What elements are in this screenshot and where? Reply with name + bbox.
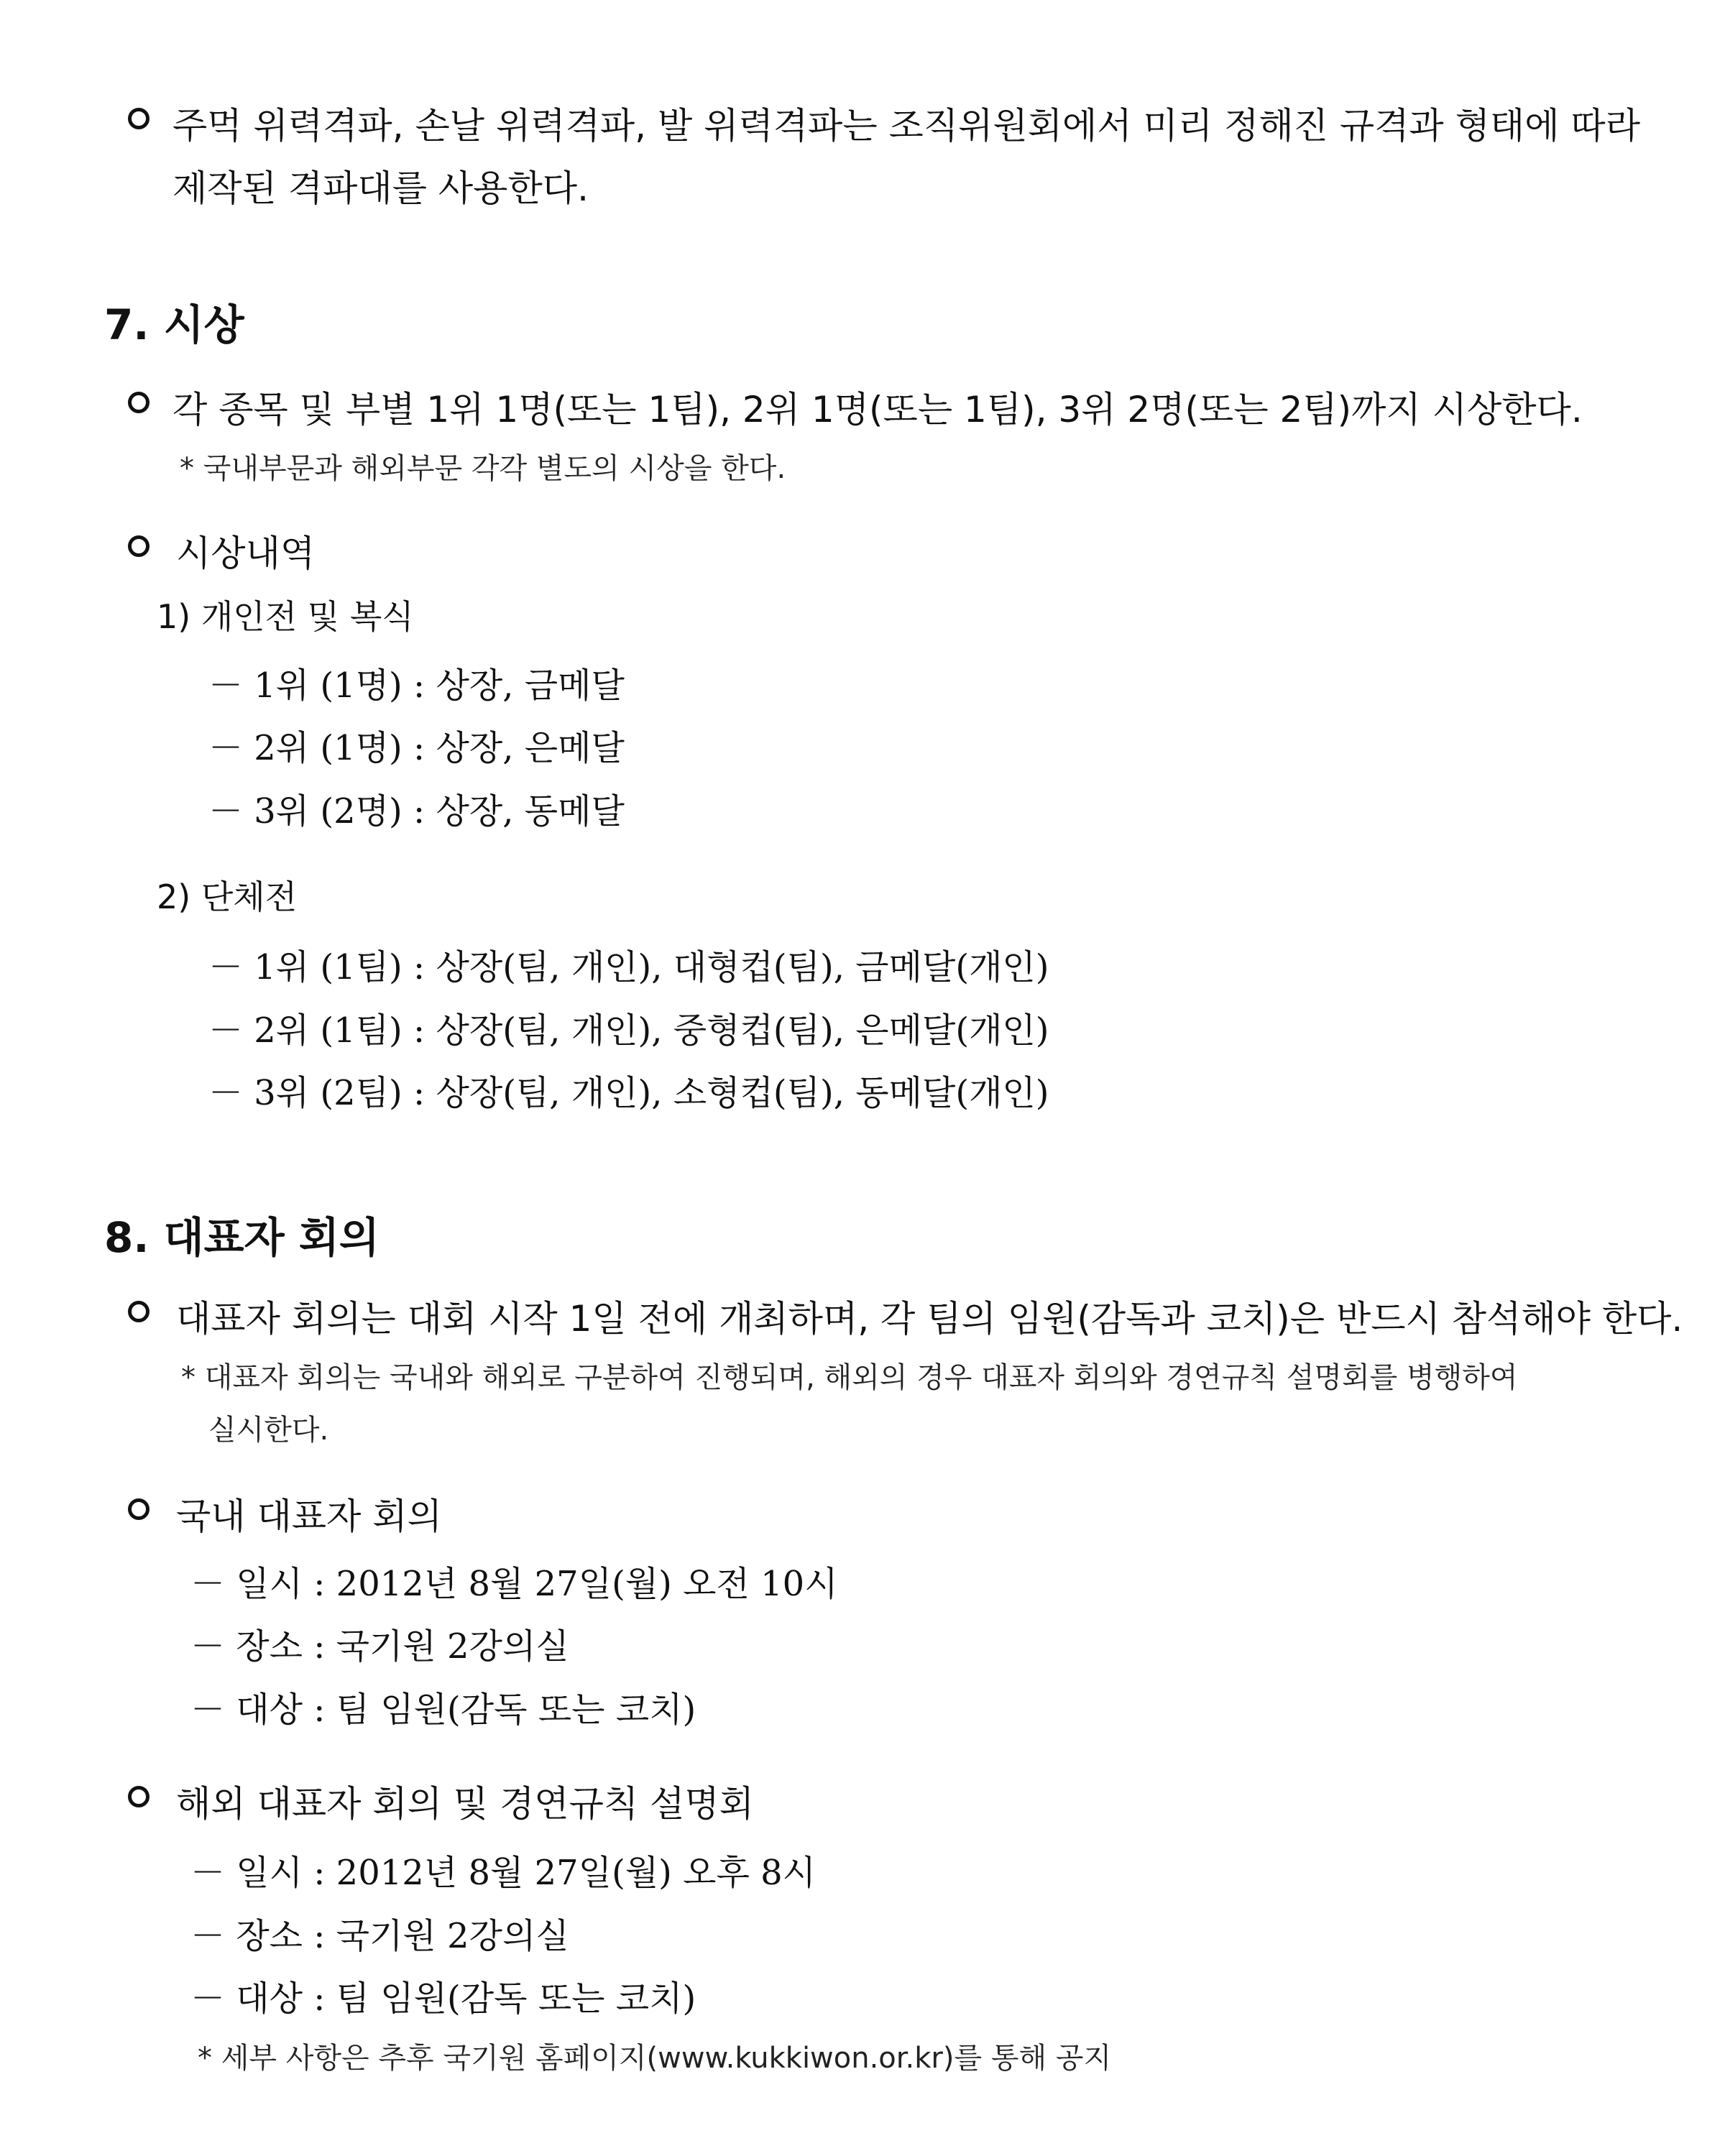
note-text-continued: 실시한다. xyxy=(208,1414,329,1447)
bullet-text: 해외 대표자 회의 및 경연규칙 설명회 xyxy=(176,1783,754,1825)
bullet-ring-icon xyxy=(128,1301,150,1322)
list-item: － 2위 (1명) : 상장, 은메달 xyxy=(208,728,625,768)
bullet-text: 대표자 회의는 대회 시작 1일 전에 개최하며, 각 팀의 임원(감독과 코치)은 반드시 참석해야 한다. xyxy=(176,1298,1683,1340)
subsection-title: 2) 단체전 xyxy=(157,877,298,916)
bullet-text: 주먹 위력격파, 손날 위력격파, 발 위력격파는 조직위원회에서 미리 정해진 규격과 형태에 따라 xyxy=(172,105,1641,147)
list-item: － 장소 : 국기원 2강의실 xyxy=(190,1916,569,1956)
bullet-ring-icon xyxy=(128,392,150,413)
bullet-ring-icon xyxy=(128,1786,150,1807)
note-text: * 국내부문과 해외부문 각각 별도의 시상을 한다. xyxy=(180,452,786,485)
section-heading-8: 8. 대표자 회의 xyxy=(104,1213,380,1262)
bullet-ring-icon xyxy=(128,1498,150,1520)
subsection-title: 1) 개인전 및 복식 xyxy=(157,597,414,636)
list-item: － 1위 (1팀) : 상장(팀, 개인), 대형컵(팀), 금메달(개인) xyxy=(208,947,1049,987)
list-item: － 일시 : 2012년 8월 27일(월) 오전 10시 xyxy=(190,1564,838,1604)
bullet-text: 시상내역 xyxy=(176,533,316,574)
bullet-ring-icon xyxy=(128,108,150,129)
bullet-text: 각 종목 및 부별 1위 1명(또는 1팀), 2위 1명(또는 1팀), 3위 2명(또는 2팀)까지 시상한다. xyxy=(172,389,1583,430)
list-item: － 2위 (1팀) : 상장(팀, 개인), 중형컵(팀), 은메달(개인) xyxy=(208,1010,1049,1051)
list-item: － 일시 : 2012년 8월 27일(월) 오후 8시 xyxy=(190,1853,816,1893)
list-item: － 3위 (2명) : 상장, 동메달 xyxy=(208,791,625,831)
note-text: * 세부 사항은 추후 국기원 홈페이지(www.kukkiwon.or.kr)를 통해 공지 xyxy=(198,2042,1112,2075)
list-item: － 1위 (1명) : 상장, 금메달 xyxy=(208,665,625,706)
bullet-text: 국내 대표자 회의 xyxy=(176,1496,442,1537)
list-item: － 3위 (2팀) : 상장(팀, 개인), 소형컵(팀), 동메달(개인) xyxy=(208,1073,1049,1113)
bullet-text-continued: 제작된 격파대를 사용한다. xyxy=(172,167,589,209)
list-item: － 장소 : 국기원 2강의실 xyxy=(190,1626,569,1667)
note-text: * 대표자 회의는 국내와 해외로 구분하여 진행되며, 해외의 경우 대표자 회의와 경연규칙 설명회를 병행하여 xyxy=(181,1361,1518,1394)
list-item: － 대상 : 팀 임원(감독 또는 코치) xyxy=(190,1690,696,1730)
bullet-ring-icon xyxy=(128,535,150,557)
section-heading-7: 7. 시상 xyxy=(104,300,244,349)
list-item: － 대상 : 팀 임원(감독 또는 코치) xyxy=(190,1978,696,2019)
